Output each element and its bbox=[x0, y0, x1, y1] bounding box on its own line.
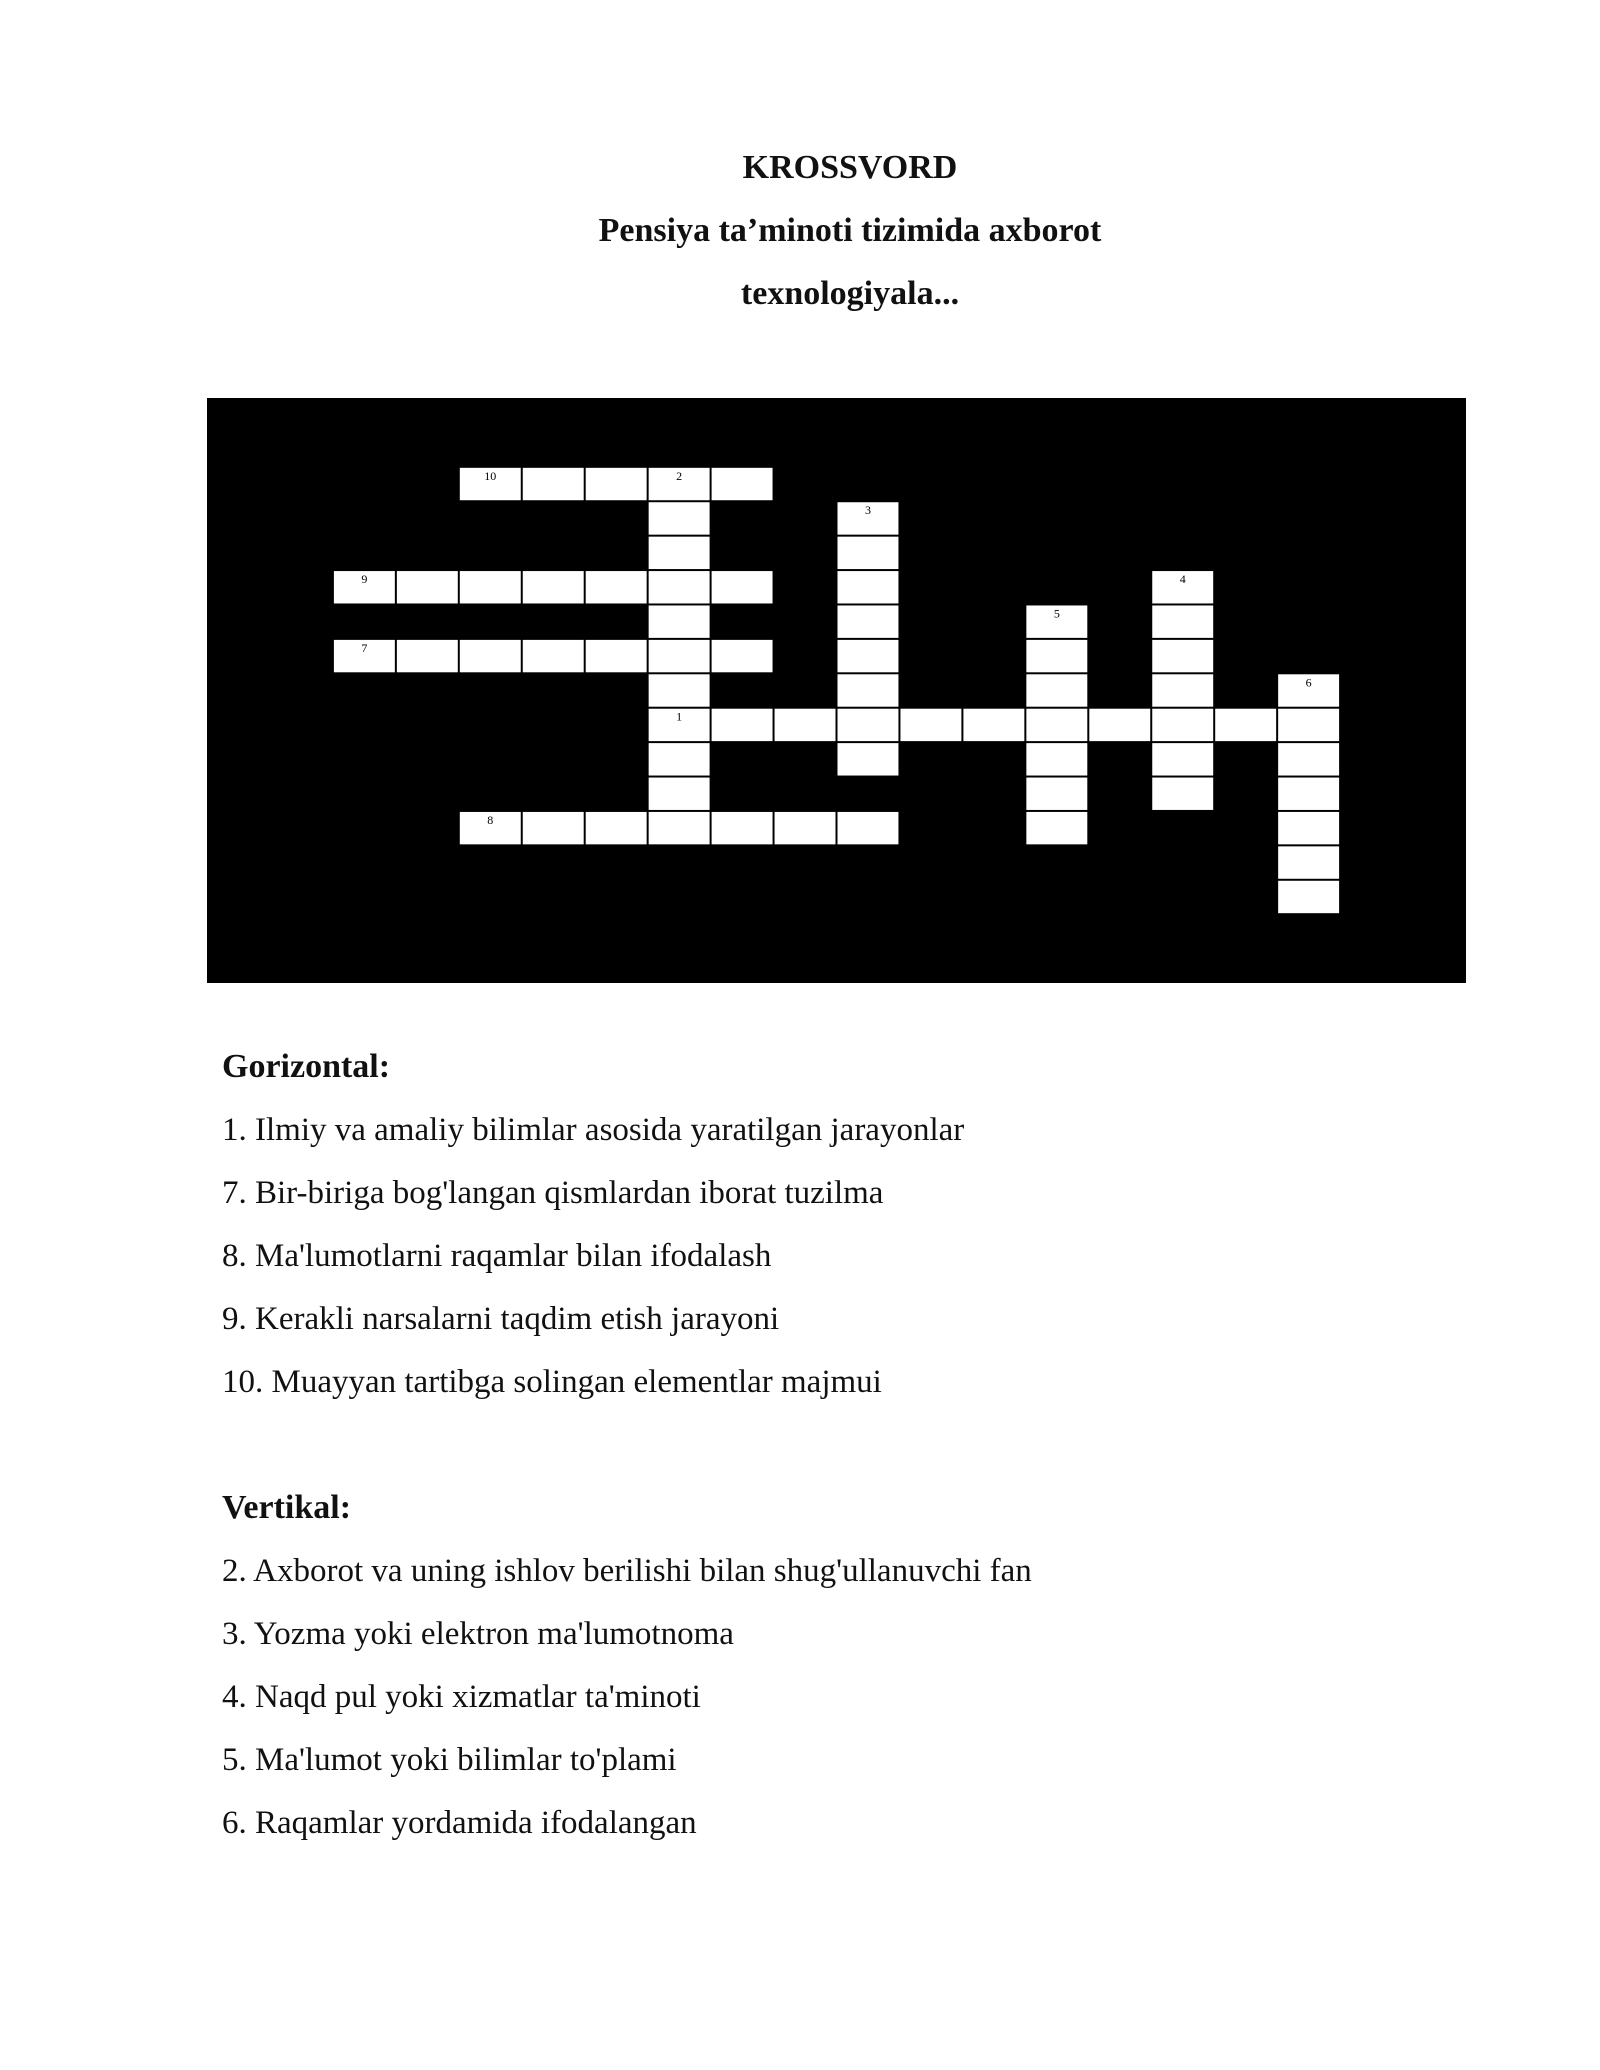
cell-number: 1 bbox=[676, 709, 683, 724]
horizontal-heading: Gorizontal: bbox=[222, 1048, 391, 1085]
vertical-clue: 4. Naqd pul yoki xizmatlar ta'minoti bbox=[222, 1679, 701, 1715]
crossword-cell[interactable] bbox=[649, 605, 710, 637]
crossword-cell[interactable] bbox=[397, 640, 458, 672]
crossword-cell[interactable] bbox=[1152, 674, 1213, 706]
crossword-cell[interactable] bbox=[586, 640, 647, 672]
cell-number: 4 bbox=[1179, 572, 1186, 587]
crossword-cell[interactable] bbox=[1026, 812, 1087, 844]
vertical-clue: 5. Ma'lumot yoki bilimlar to'plami bbox=[222, 1742, 677, 1778]
horizontal-clue: 1. Ilmiy va amaliy bilimlar asosida yaratilgan jarayonlar bbox=[222, 1112, 965, 1148]
horizontal-clue: 9. Kerakli narsalarni taqdim etish jarayoni bbox=[222, 1301, 780, 1337]
horizontal-clue: 10. Muayyan tartibga solingan elementlar majmui bbox=[222, 1364, 882, 1400]
crossword-cell[interactable] bbox=[649, 778, 710, 810]
crossword-cell[interactable] bbox=[1089, 709, 1150, 741]
crossword-cell[interactable] bbox=[838, 812, 899, 844]
crossword-cell[interactable] bbox=[586, 468, 647, 500]
crossword-cell[interactable] bbox=[649, 640, 710, 672]
crossword-cell[interactable] bbox=[1278, 743, 1339, 775]
cell-number: 7 bbox=[361, 640, 368, 655]
crossword-cell[interactable] bbox=[397, 571, 458, 603]
crossword-cell[interactable] bbox=[649, 571, 710, 603]
crossword-cell[interactable] bbox=[586, 812, 647, 844]
crossword-cell[interactable] bbox=[1026, 640, 1087, 672]
crossword-cell[interactable] bbox=[460, 640, 521, 672]
crossword-cell[interactable] bbox=[1026, 743, 1087, 775]
crossword-cell[interactable] bbox=[1278, 709, 1339, 741]
crossword-cell[interactable] bbox=[1152, 709, 1213, 741]
vertical-clue: 3. Yozma yoki elektron ma'lumotnoma bbox=[222, 1616, 734, 1652]
crossword-cell[interactable] bbox=[1278, 812, 1339, 844]
crossword-cell[interactable] bbox=[712, 709, 773, 741]
horizontal-clue: 7. Bir-biriga bog'langan qismlardan iborat tuzilma bbox=[222, 1175, 884, 1211]
crossword-cell[interactable] bbox=[1278, 846, 1339, 878]
subtitle-line-2: texnologiyala... bbox=[740, 275, 960, 312]
crossword-cell[interactable] bbox=[838, 674, 899, 706]
subtitle-line-1: Pensiya ta’minoti tizimida axborot bbox=[598, 212, 1102, 249]
crossword-cell[interactable] bbox=[1278, 881, 1339, 913]
crossword-cell[interactable] bbox=[1152, 743, 1213, 775]
crossword-cell[interactable] bbox=[586, 571, 647, 603]
crossword-cell[interactable] bbox=[712, 640, 773, 672]
crossword-cell[interactable] bbox=[649, 812, 710, 844]
crossword-cell[interactable] bbox=[838, 709, 899, 741]
crossword-cell[interactable] bbox=[1026, 778, 1087, 810]
vertical-clue: 2. Axborot va uning ishlov berilishi bilan shug'ullanuvchi fan bbox=[222, 1553, 1032, 1589]
cell-number: 10 bbox=[484, 468, 497, 483]
crossword-cell[interactable] bbox=[712, 571, 773, 603]
crossword-cell[interactable] bbox=[838, 640, 899, 672]
cell-number: 3 bbox=[864, 503, 871, 518]
vertical-heading: Vertikal: bbox=[222, 1489, 352, 1526]
cell-number: 6 bbox=[1305, 675, 1312, 690]
crossword-cell[interactable] bbox=[1026, 709, 1087, 741]
crossword-cell[interactable] bbox=[1152, 605, 1213, 637]
crossword-cell[interactable] bbox=[523, 571, 584, 603]
crossword-cell[interactable] bbox=[523, 468, 584, 500]
crossword-cell[interactable] bbox=[649, 537, 710, 569]
page-title: KROSSVORD bbox=[742, 149, 958, 186]
crossword-grid bbox=[207, 398, 1466, 983]
cell-number: 2 bbox=[676, 468, 683, 483]
horizontal-clue: 8. Ma'lumotlarni raqamlar bilan ifodalash bbox=[222, 1238, 772, 1274]
crossword-cell[interactable] bbox=[838, 537, 899, 569]
crossword-background bbox=[207, 398, 1466, 983]
crossword-cell[interactable] bbox=[1026, 674, 1087, 706]
crossword-cell[interactable] bbox=[1152, 778, 1213, 810]
cell-number: 5 bbox=[1053, 606, 1060, 621]
crossword-cell[interactable] bbox=[838, 571, 899, 603]
crossword-cell[interactable] bbox=[838, 743, 899, 775]
crossword-cell[interactable] bbox=[523, 812, 584, 844]
crossword-cell[interactable] bbox=[712, 812, 773, 844]
crossword-cell[interactable] bbox=[649, 674, 710, 706]
crossword-cell[interactable] bbox=[900, 709, 961, 741]
crossword-cell[interactable] bbox=[1278, 778, 1339, 810]
cell-number: 9 bbox=[361, 572, 368, 587]
crossword-cell[interactable] bbox=[649, 743, 710, 775]
crossword-cell[interactable] bbox=[649, 502, 710, 534]
crossword-cell[interactable] bbox=[1215, 709, 1276, 741]
crossword-cell[interactable] bbox=[963, 709, 1024, 741]
vertical-clue: 6. Raqamlar yordamida ifodalangan bbox=[222, 1805, 697, 1841]
crossword-cell[interactable] bbox=[775, 812, 836, 844]
crossword-cell[interactable] bbox=[775, 709, 836, 741]
crossword-cell[interactable] bbox=[1152, 640, 1213, 672]
crossword-cell[interactable] bbox=[460, 571, 521, 603]
crossword-cell[interactable] bbox=[838, 605, 899, 637]
crossword-cell[interactable] bbox=[712, 468, 773, 500]
cell-number: 8 bbox=[487, 812, 494, 827]
crossword-cell[interactable] bbox=[523, 640, 584, 672]
